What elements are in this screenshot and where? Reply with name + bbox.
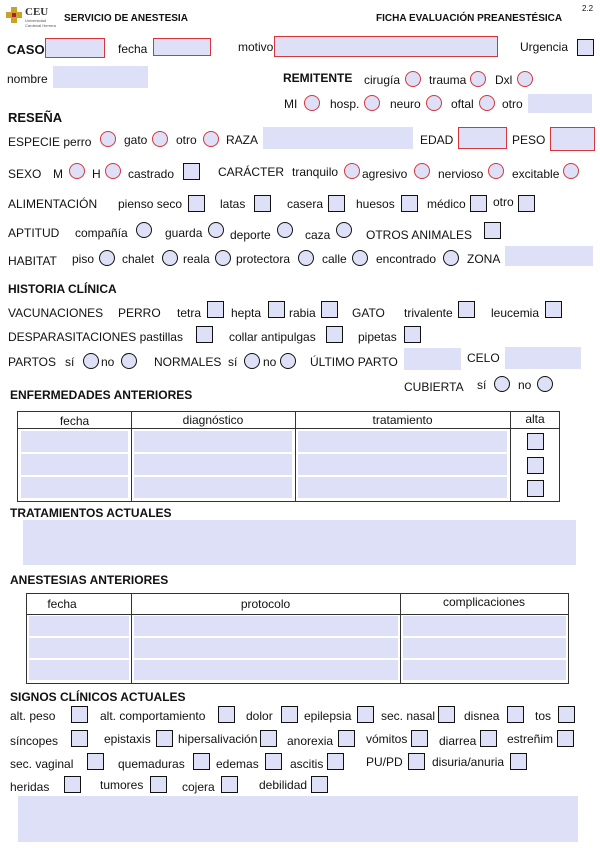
gato-label: gato <box>124 133 148 147</box>
partos-si-label: sí <box>65 355 75 369</box>
tumores-checkbox[interactable] <box>150 776 167 793</box>
pipetas-checkbox[interactable] <box>404 326 421 343</box>
especie-otro-radio[interactable] <box>203 131 219 147</box>
caracter-label: CARÁCTER <box>218 165 285 179</box>
enfermedades-title: ENFERMEDADES ANTERIORES <box>10 388 193 402</box>
enf-fecha-cell[interactable] <box>21 477 128 498</box>
signo-label: epistaxis <box>104 732 151 746</box>
vac-gato-label: GATO <box>352 306 385 320</box>
alt-comportamiento-checkbox[interactable] <box>218 706 235 723</box>
rabia-checkbox[interactable] <box>321 301 338 318</box>
raza-input[interactable] <box>263 127 413 149</box>
medico-checkbox[interactable] <box>470 195 487 212</box>
normales-si-radio[interactable] <box>244 353 260 369</box>
cubierta-no-radio[interactable] <box>537 376 553 392</box>
alimentacion-otro-checkbox[interactable] <box>518 195 535 212</box>
sec-vaginal-checkbox[interactable] <box>87 753 104 770</box>
cross-logo-icon <box>6 7 22 23</box>
signo-label: disuria/anuria <box>432 755 505 769</box>
partos-no-label: no <box>101 355 115 369</box>
chalet-label: chalet <box>122 252 155 266</box>
neuro-label: neuro <box>390 97 421 111</box>
hepta-label: hepta <box>231 306 262 320</box>
peso-label: PESO <box>512 133 546 147</box>
sincopes-checkbox[interactable] <box>71 730 88 747</box>
normales-label: NORMALES <box>154 355 222 369</box>
zona-label: ZONA <box>467 252 501 266</box>
estrenimiento-checkbox[interactable] <box>557 730 574 747</box>
reala-label: reala <box>183 252 210 266</box>
dolor-checkbox[interactable] <box>281 706 298 723</box>
enf-diagnostico-cell[interactable] <box>134 454 292 475</box>
enf-tratamiento-cell[interactable] <box>298 477 507 498</box>
anest-complicaciones-cell[interactable] <box>403 638 566 658</box>
reala-radio[interactable] <box>215 250 231 266</box>
neuro-radio[interactable] <box>426 95 442 111</box>
pienso-label: pienso seco <box>118 197 183 211</box>
remitente-title: REMITENTE <box>283 71 353 85</box>
deporte-label: deporte <box>230 228 271 242</box>
latas-checkbox[interactable] <box>254 195 271 212</box>
signo-label: tos <box>535 709 552 723</box>
mi-radio[interactable] <box>304 95 320 111</box>
pu-pd-checkbox[interactable] <box>408 753 425 770</box>
dxl-label: Dxl <box>495 73 513 87</box>
collar-label: collar antipulgas <box>229 330 316 344</box>
anest-protocolo-cell[interactable] <box>134 638 398 658</box>
anest-fecha-cell[interactable] <box>29 616 129 636</box>
piso-radio[interactable] <box>99 250 115 266</box>
service-title: SERVICIO DE ANESTESIA <box>64 13 188 24</box>
epistaxis-checkbox[interactable] <box>156 730 173 747</box>
celo-input[interactable] <box>505 347 581 369</box>
col-alta: alta <box>525 412 545 426</box>
sexo-h-radio[interactable] <box>105 163 121 179</box>
normales-si-label: sí <box>228 355 238 369</box>
alta-checkbox[interactable] <box>527 480 544 497</box>
fecha-label: fecha <box>118 42 148 56</box>
otros-animales-checkbox[interactable] <box>484 222 501 239</box>
enf-tratamiento-cell[interactable] <box>298 454 507 475</box>
disuria-checkbox[interactable] <box>510 753 527 770</box>
edad-input[interactable] <box>458 127 507 149</box>
sexo-label: SEXO <box>8 167 42 181</box>
sexo-m-label: M <box>53 167 63 181</box>
caso-input[interactable] <box>45 38 105 58</box>
resena-title: RESEÑA <box>8 110 63 125</box>
signo-label: quemaduras <box>118 757 185 771</box>
col-fecha: fecha <box>59 414 90 428</box>
signo-label: vómitos <box>366 732 408 746</box>
signo-label: anorexia <box>287 734 334 748</box>
cubierta-si-radio[interactable] <box>494 376 510 392</box>
signo-label: edemas <box>216 757 259 771</box>
oftal-radio[interactable] <box>479 95 495 111</box>
dxl-radio[interactable] <box>517 71 533 87</box>
anest-fecha-cell[interactable] <box>29 638 129 658</box>
agresivo-radio[interactable] <box>414 163 430 179</box>
form-title: FICHA EVALUACIÓN PREANESTÉSICA <box>376 13 563 24</box>
aptitud-label: APTITUD <box>8 226 60 240</box>
signo-label: hipersalivación <box>178 732 258 746</box>
signo-label: tumores <box>100 778 144 792</box>
signo-label: estreñim <box>507 732 554 746</box>
alta-checkbox[interactable] <box>527 457 544 474</box>
anest-fecha-cell[interactable] <box>29 660 129 680</box>
anest-protocolo-cell[interactable] <box>134 616 398 636</box>
col-complicaciones: complicaciones <box>442 595 526 609</box>
alimentacion-otro-label: otro <box>493 195 514 209</box>
latas-label: latas <box>220 197 246 211</box>
anest-protocolo-cell[interactable] <box>134 660 398 680</box>
motivo-label: motivo <box>238 40 274 54</box>
desparasitaciones-label: DESPARASITACIONES pastillas <box>8 330 183 344</box>
nombre-label: nombre <box>7 72 48 86</box>
trauma-label: trauma <box>429 73 467 87</box>
vac-perro-label: PERRO <box>118 306 161 320</box>
medico-label: médico <box>427 197 466 211</box>
encontrado-radio[interactable] <box>443 250 459 266</box>
tranquilo-radio[interactable] <box>344 163 360 179</box>
enf-fecha-cell[interactable] <box>21 431 128 452</box>
cirugia-radio[interactable] <box>405 71 421 87</box>
enf-diagnostico-cell[interactable] <box>134 477 292 498</box>
guarda-label: guarda <box>165 226 203 240</box>
protectora-radio[interactable] <box>298 250 314 266</box>
protectora-label: protectora <box>236 252 291 266</box>
cirugia-label: cirugía <box>364 73 401 87</box>
hosp-radio[interactable] <box>364 95 380 111</box>
edemas-checkbox[interactable] <box>265 753 282 770</box>
col-diagnostico: diagnóstico <box>182 413 244 427</box>
remitente-otro-label: otro <box>502 97 523 111</box>
signo-label: dolor <box>246 709 273 723</box>
historia-title: HISTORIA CLÍNICA <box>8 282 117 296</box>
calle-label: calle <box>322 252 347 266</box>
cojera-checkbox[interactable] <box>221 776 238 793</box>
caso-label: CASO <box>7 42 45 57</box>
deporte-radio[interactable] <box>277 222 293 238</box>
version-number: 2.2 <box>582 4 594 13</box>
tetra-label: tetra <box>177 306 202 320</box>
rabia-label: rabia <box>289 306 316 320</box>
casera-label: casera <box>287 197 324 211</box>
signo-label: sec. nasal <box>381 709 436 723</box>
tratamientos-title: TRATAMIENTOS ACTUALES <box>10 506 172 520</box>
heridas-checkbox[interactable] <box>64 776 81 793</box>
nervioso-radio[interactable] <box>488 163 504 179</box>
mi-label: MI <box>284 97 298 111</box>
ultimo-parto-input[interactable] <box>404 348 461 370</box>
sexo-m-radio[interactable] <box>69 163 85 179</box>
anest-complicaciones-cell[interactable] <box>403 660 566 680</box>
urgencia-checkbox[interactable] <box>577 39 594 56</box>
piso-label: piso <box>72 252 95 266</box>
compania-radio[interactable] <box>136 222 152 238</box>
habitat-label: HABITAT <box>8 254 57 268</box>
nervioso-label: nervioso <box>438 167 484 181</box>
ultimo-parto-label: ÚLTIMO PARTO <box>310 355 398 369</box>
logo-text: CEU <box>25 6 49 18</box>
urgencia-label: Urgencia <box>520 40 569 54</box>
huesos-checkbox[interactable] <box>401 195 418 212</box>
anorexia-checkbox[interactable] <box>338 730 355 747</box>
otros-animales-label: OTROS ANIMALES <box>366 228 473 242</box>
fecha-input[interactable] <box>153 38 211 56</box>
oftal-label: oftal <box>451 97 474 111</box>
casera-checkbox[interactable] <box>328 195 345 212</box>
vacunaciones-label: VACUNACIONES <box>8 306 104 320</box>
hepta-checkbox[interactable] <box>268 301 285 318</box>
gato-radio[interactable] <box>152 131 168 147</box>
calle-radio[interactable] <box>352 250 368 266</box>
col-tratamiento: tratamiento <box>372 413 433 427</box>
collar-checkbox[interactable] <box>326 326 343 343</box>
especie-otro-label: otro <box>176 133 197 147</box>
trivalente-checkbox[interactable] <box>458 301 475 318</box>
tranquilo-label: tranquilo <box>292 165 339 179</box>
tetra-checkbox[interactable] <box>207 301 224 318</box>
signo-label: epilepsia <box>304 709 352 723</box>
trivalente-label: trivalente <box>404 306 453 320</box>
tos-checkbox[interactable] <box>558 706 575 723</box>
vomitos-checkbox[interactable] <box>411 730 428 747</box>
ascitis-checkbox[interactable] <box>327 753 344 770</box>
partos-label: PARTOS <box>8 355 57 369</box>
enfermedades-table <box>17 411 560 502</box>
celo-label: CELO <box>467 351 500 365</box>
signo-label: cojera <box>182 780 215 794</box>
cubierta-si-label: sí <box>477 378 487 392</box>
edad-label: EDAD <box>420 133 454 147</box>
signos-title: SIGNOS CLÍNICOS ACTUALES <box>10 690 186 704</box>
alta-checkbox[interactable] <box>527 433 544 450</box>
encontrado-label: encontrado <box>376 252 437 266</box>
epilepsia-checkbox[interactable] <box>357 706 374 723</box>
sexo-h-label: H <box>92 167 101 181</box>
pienso-checkbox[interactable] <box>188 195 205 212</box>
agresivo-label: agresivo <box>362 167 408 181</box>
zona-input[interactable] <box>505 246 593 266</box>
motivo-input[interactable] <box>274 36 498 57</box>
partos-si-radio[interactable] <box>83 353 99 369</box>
excitable-label: excitable <box>512 167 560 181</box>
logo-subtitle: Cardenal Herrera <box>25 23 56 28</box>
caza-radio[interactable] <box>336 222 352 238</box>
compania-label: compañía <box>75 226 128 240</box>
anestesias-table <box>26 593 569 684</box>
hipersalivacion-checkbox[interactable] <box>260 730 277 747</box>
col-fecha: fecha <box>47 597 77 611</box>
anest-complicaciones-cell[interactable] <box>403 616 566 636</box>
signo-label: sec. vaginal <box>10 757 74 771</box>
remitente-otro-input[interactable] <box>528 94 592 113</box>
leucemia-label: leucemia <box>491 306 540 320</box>
especie-perro-label: ESPECIE perro <box>8 135 92 149</box>
chalet-radio[interactable] <box>162 250 178 266</box>
quemaduras-checkbox[interactable] <box>193 753 210 770</box>
normales-no-label: no <box>263 355 277 369</box>
huesos-label: huesos <box>356 197 395 211</box>
signo-label: PU/PD <box>366 755 403 769</box>
enf-fecha-cell[interactable] <box>21 454 128 475</box>
enf-tratamiento-cell[interactable] <box>298 431 507 452</box>
signo-label: alt. peso <box>10 709 56 723</box>
debilidad-checkbox[interactable] <box>311 776 328 793</box>
signo-label: ascitis <box>290 757 324 771</box>
excitable-radio[interactable] <box>563 163 579 179</box>
signos-notes-input[interactable] <box>18 796 578 842</box>
guarda-radio[interactable] <box>208 222 224 238</box>
alt-peso-checkbox[interactable] <box>71 706 88 723</box>
signo-label: alt. comportamiento <box>100 709 206 723</box>
sec-nasal-checkbox[interactable] <box>438 706 455 723</box>
anestesias-title: ANESTESIAS ANTERIORES <box>10 573 169 587</box>
signo-label: heridas <box>10 780 50 794</box>
disnea-checkbox[interactable] <box>507 706 524 723</box>
university-logo <box>6 6 66 28</box>
nombre-input[interactable] <box>53 66 148 88</box>
cubierta-no-label: no <box>518 378 532 392</box>
alimentacion-label: ALIMENTACIÓN <box>8 197 98 211</box>
perro-radio[interactable] <box>100 131 116 147</box>
pastillas-checkbox[interactable] <box>196 326 213 343</box>
enf-diagnostico-cell[interactable] <box>134 431 292 452</box>
signo-label: debilidad <box>259 778 308 792</box>
partos-no-radio[interactable] <box>121 353 137 369</box>
leucemia-checkbox[interactable] <box>545 301 562 318</box>
caza-label: caza <box>305 228 331 242</box>
castrado-label: castrado <box>128 167 175 181</box>
col-protocolo: protocolo <box>240 597 291 611</box>
castrado-checkbox[interactable] <box>183 163 200 180</box>
signo-label: disnea <box>464 709 500 723</box>
trauma-radio[interactable] <box>470 71 486 87</box>
hosp-label: hosp. <box>330 97 360 111</box>
raza-label: RAZA <box>226 133 259 147</box>
peso-input[interactable] <box>550 127 595 151</box>
logo-subtitle: Universidad <box>25 18 47 23</box>
diarrea-checkbox[interactable] <box>480 730 497 747</box>
cubierta-label: CUBIERTA <box>404 380 464 394</box>
normales-no-radio[interactable] <box>280 353 296 369</box>
signo-label: síncopes <box>10 734 59 748</box>
pipetas-label: pipetas <box>358 330 397 344</box>
signo-label: diarrea <box>439 734 477 748</box>
tratamientos-input[interactable] <box>23 520 576 565</box>
